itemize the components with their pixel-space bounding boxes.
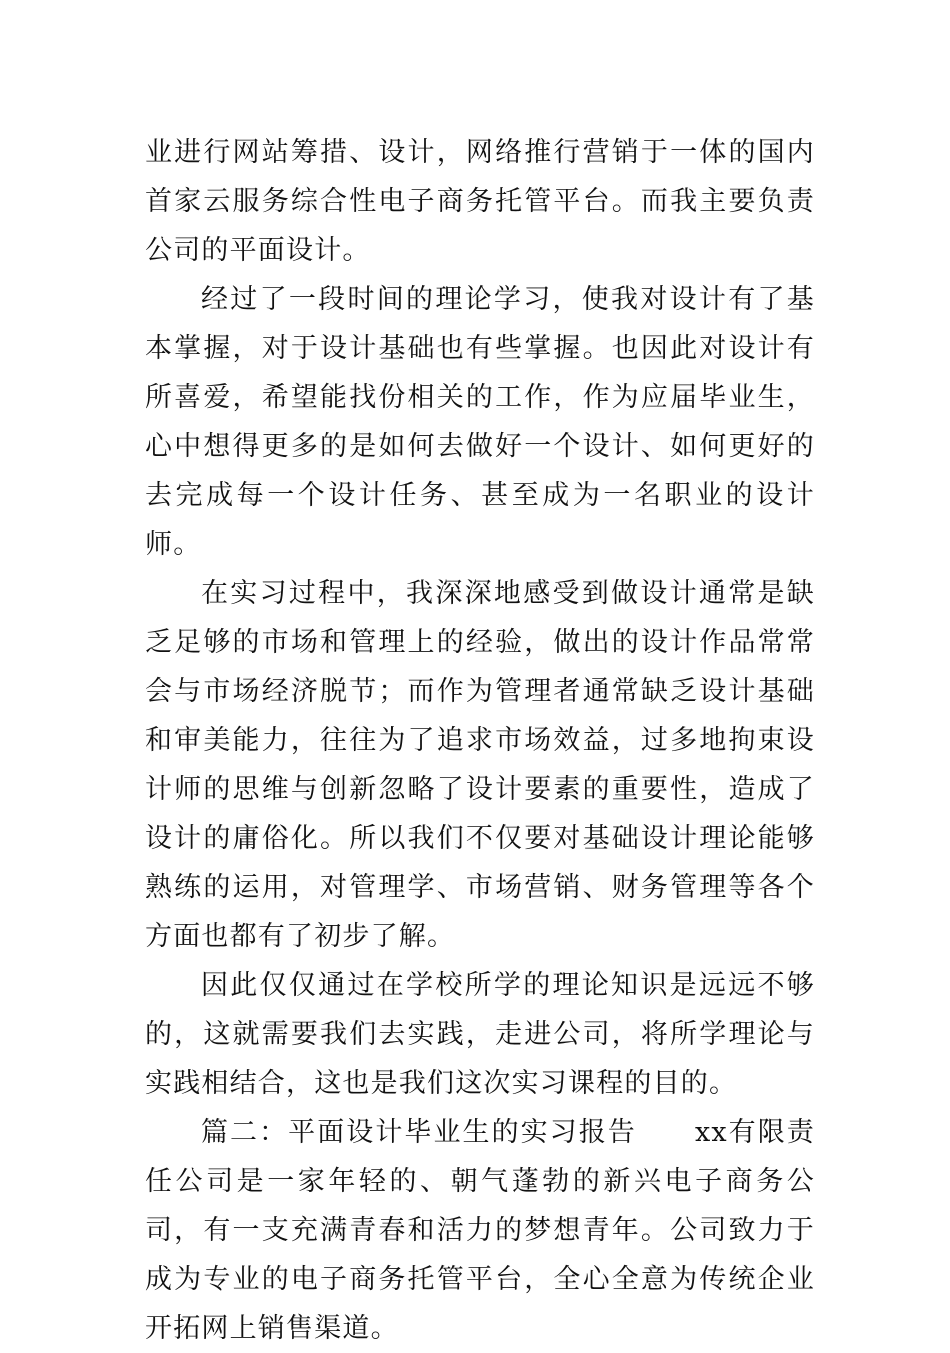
paragraph-2: 经过了一段时间的理论学习，使我对设计有了基本掌握，对于设计基础也有些掌握。也因此对设计有所喜爱，希望能找份相关的工作，作为应届毕业生，心中想得更多的是如何去做好一个设计、如何更好的去完成每一个设计任务、甚至成为一名职业的设计师。: [145, 284, 815, 560]
paragraph-1: 业进行网站筹措、设计，网络推行营销于一体的国内首家云服务综合性电子商务托管平台。而我主要负责公司的平面设计。: [145, 137, 815, 266]
paragraph-5: 篇二：平面设计毕业生的实习报告 xx有限责任公司是一家年轻的、朝气蓬勃的新兴电子商务公司，有一支充满青春和活力的梦想青年。公司致力于成为专业的电子商务托管平台，全心全意为传统企业开拓网上销售渠道。: [145, 1117, 815, 1344]
paragraph-3: 在实习过程中，我深深地感受到做设计通常是缺乏足够的市场和管理上的经验，做出的设计作品常常会与市场经济脱节；而作为管理者通常缺乏设计基础和审美能力，往往为了追求市场效益，过多地拘束设计师的思维与创新忽略了设计要素的重要性，造成了设计的庸俗化。所以我们不仅要对基础设计理论能够熟练的运用，对管理学、市场营销、财务管理等各个方面也都有了初步了解。: [145, 578, 815, 952]
document-body: [145, 128, 815, 1353]
paragraph-4: 因此仅仅通过在学校所学的理论知识是远远不够的，这就需要我们去实践，走进公司，将所学理论与实践相结合，这也是我们这次实习课程的目的。: [145, 970, 815, 1099]
